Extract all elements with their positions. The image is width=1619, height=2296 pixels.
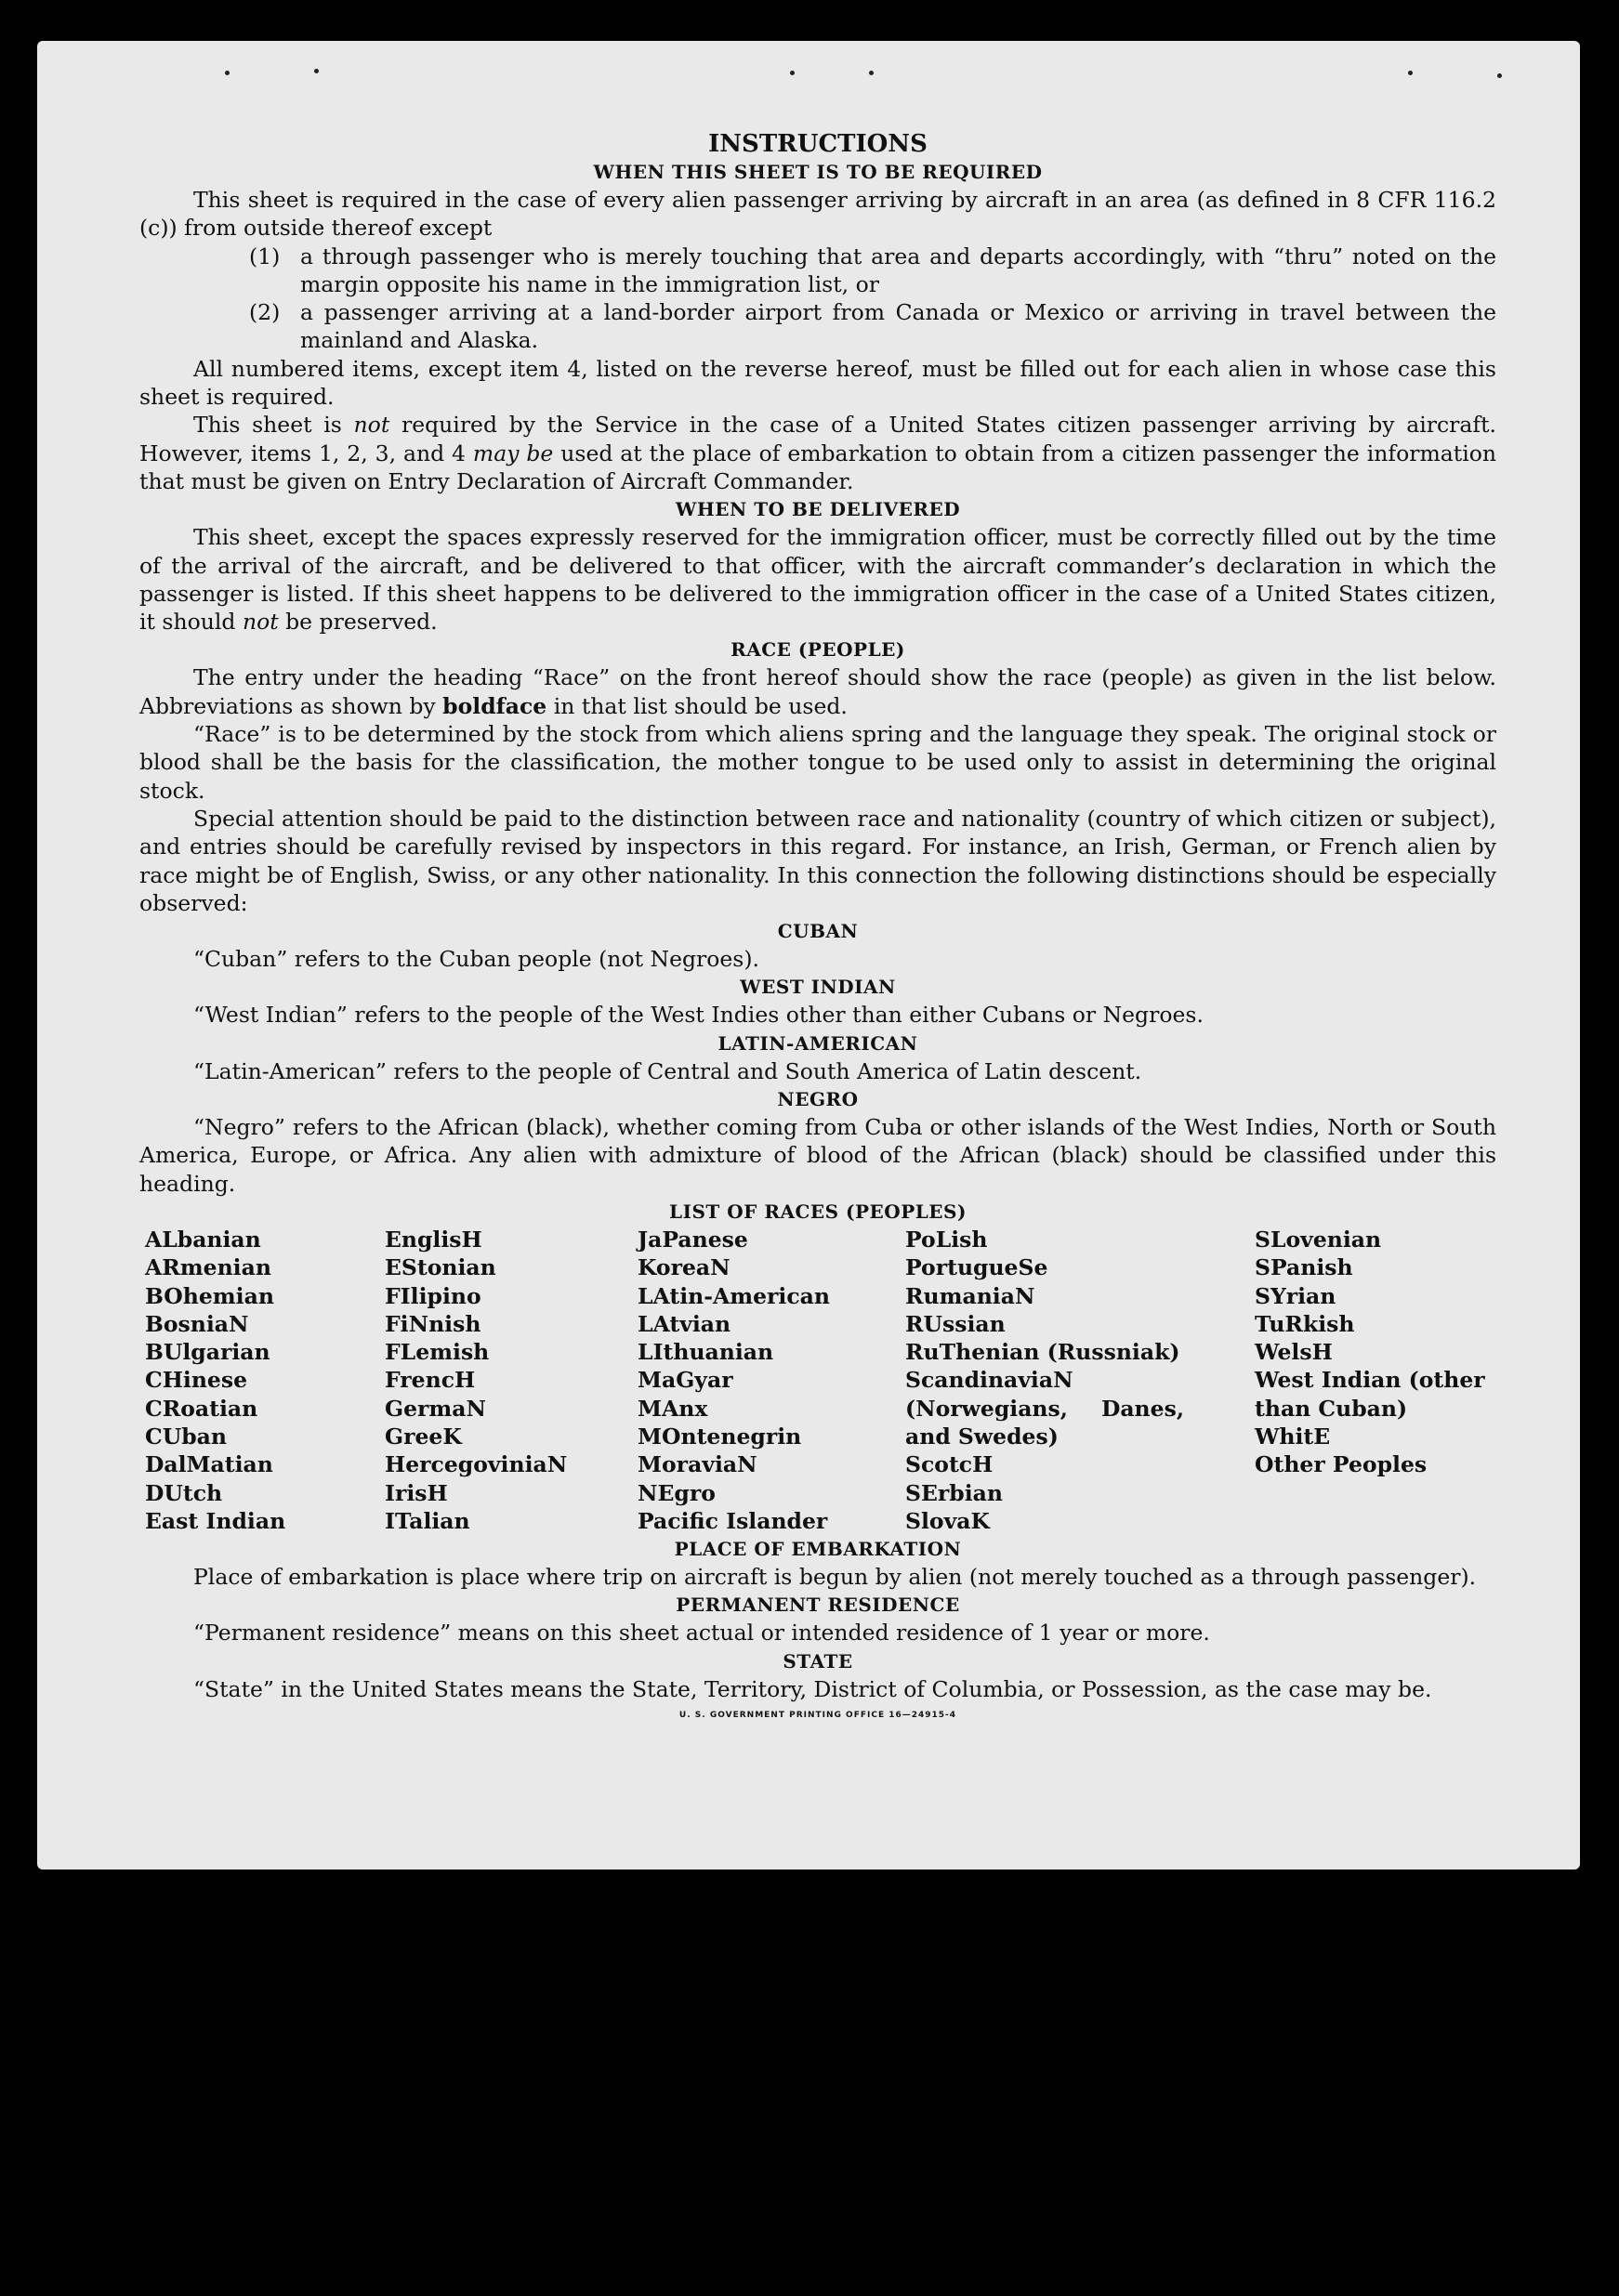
negro-paragraph: “Negro” refers to the African (black), whether coming from Cuba or other islands of the West Indies, North or South America, Europe, or Africa. Any alien with admixture of blood of the African (black) should be classified under this heading.	[139, 1114, 1496, 1197]
item-number: (2)	[249, 299, 281, 326]
required-paragraph-2: All numbered items, except item 4, listed on the reverse hereof, must be filled out for each alien in whose case this sheet is required.	[139, 355, 1496, 411]
section-heading-west-indian: WEST INDIAN	[740, 976, 896, 999]
document-sheet	[37, 41, 1580, 1870]
list-item: SYrian	[1255, 1282, 1336, 1309]
list-item: LAtvian	[638, 1310, 731, 1337]
punch-dot	[314, 69, 319, 73]
required-paragraph-3	[139, 411, 1496, 495]
page-title: INSTRUCTIONS	[708, 130, 928, 158]
list-item: MOntenegrin	[638, 1423, 802, 1450]
list-item: West Indian (other than Cuban)	[1255, 1367, 1485, 1422]
punch-dot	[790, 71, 795, 75]
race-paragraph-1	[139, 663, 1496, 720]
section-heading-cuban: CUBAN	[777, 920, 859, 943]
list-item: RuThenian (Russniak)	[905, 1339, 1180, 1366]
punch-dot	[869, 71, 874, 75]
section-heading-race: RACE (PEOPLE)	[731, 638, 905, 662]
exception-item-2	[139, 298, 1496, 355]
latin-american-paragraph: “Latin-American” refers to the people of Central and South America of Latin descent.	[193, 1057, 1142, 1084]
list-item: LIthuanian	[638, 1339, 774, 1366]
race-list-column-2	[385, 1226, 638, 1535]
list-item: HercegoviniaN	[385, 1451, 568, 1478]
delivered-paragraph	[139, 523, 1496, 636]
text-run: in that list should be used.	[546, 692, 848, 719]
list-item: MoraviaN	[638, 1451, 757, 1478]
item-number: (1)	[249, 243, 281, 269]
list-item: FIlipino	[385, 1282, 481, 1309]
section-heading-latin-american: LATIN-AMERICAN	[717, 1031, 918, 1055]
list-item: FrencH	[385, 1367, 476, 1394]
item-text: a passenger arriving at a land-border airport from Canada or Mexico or arriving in travel between the mainland and Alaska.	[300, 299, 1496, 354]
list-item: PoLish	[905, 1226, 988, 1253]
instructions-content	[139, 130, 1496, 1720]
list-item: ScotcH	[905, 1451, 994, 1478]
list-item: Pacific Islander	[638, 1507, 828, 1534]
list-item: TuRkish	[1255, 1310, 1355, 1337]
section-heading-state: STATE	[783, 1649, 853, 1673]
list-item: CRoatian	[145, 1395, 258, 1422]
race-paragraph-3: Special attention should be paid to the distinction between race and nationality (country of which citizen or subject), and entries should be carefully revised by inspectors in this regard. For instance, an Irish, German, or French alien by race might be of English, Swiss, or any other nationality. In this connection the following distinctions should be especially observed:	[139, 805, 1496, 916]
text-run: The entry under the heading “Race” on the front hereof should show the race (people) as given in the list below. Abbreviations as shown by	[139, 664, 1496, 719]
list-item: DalMatian	[145, 1451, 273, 1478]
text-run: be preserved.	[278, 609, 438, 636]
embarkation-paragraph: Place of embarkation is place where trip on aircraft is begun by alien (not merely touched as a through passenger).	[193, 1564, 1477, 1591]
race-list-column-1	[145, 1226, 385, 1535]
race-list-column-4	[905, 1226, 1255, 1535]
residence-paragraph: “Permanent residence” means on this sheet actual or intended residence of 1 year or more.	[193, 1620, 1210, 1647]
list-item: KoreaN	[638, 1254, 731, 1281]
list-item: EStonian	[385, 1254, 496, 1281]
list-item: PortugueSe	[905, 1254, 1048, 1281]
list-item: ScandinaviaN (Norwegians, Danes, and Swedes)	[905, 1367, 1184, 1450]
race-list	[145, 1226, 1496, 1535]
text-run: This sheet is	[193, 412, 354, 439]
text-run: This sheet, except the spaces expressly reserved for the immigration officer, must be correctly filled out by the time of the arrival of the aircraft, and be delivered to that officer, with the aircraft commander’s declaration in which the passenger is listed. If this sheet happens to be delivered to the immigration officer in the case of a United States citizen, it should	[139, 524, 1496, 636]
section-heading-delivered: WHEN TO BE DELIVERED	[675, 498, 961, 521]
list-item: ARmenian	[145, 1254, 271, 1281]
printing-office-imprint: U. S. GOVERNMENT PRINTING OFFICE 16—24915-4	[678, 1711, 957, 1721]
list-item: JaPanese	[638, 1226, 748, 1253]
list-item: BosniaN	[145, 1310, 249, 1337]
emphasis-text: may be	[472, 440, 554, 466]
race-paragraph-2: “Race” is to be determined by the stock from which aliens spring and the language they speak. The original stock or blood shall be the basis for the classification, the mother tongue to be used only to assist in determining the original stock.	[139, 721, 1496, 804]
list-item: RUssian	[905, 1310, 1006, 1337]
section-heading-list-of-races: LIST OF RACES (PEOPLES)	[669, 1200, 967, 1223]
list-item: FLemish	[385, 1339, 490, 1366]
item-text: a through passenger who is merely touching that area and departs accordingly, with “thru” noted on the margin opposite his name in the immigration list, or	[300, 243, 1496, 297]
section-heading-required: WHEN THIS SHEET IS TO BE REQUIRED	[593, 161, 1043, 183]
list-item: WelsH	[1255, 1339, 1333, 1366]
list-item: FiNnish	[385, 1310, 481, 1337]
list-item: SPanish	[1255, 1254, 1353, 1281]
section-heading-negro: NEGRO	[777, 1088, 859, 1111]
list-item: CUban	[145, 1423, 227, 1450]
exception-item-1	[139, 243, 1496, 299]
list-item: RumaniaN	[905, 1282, 1035, 1309]
list-item: CHinese	[145, 1367, 248, 1394]
state-paragraph: “State” in the United States means the State, Territory, District of Columbia, or Possession, as the case may be.	[193, 1675, 1432, 1702]
list-item: IrisH	[385, 1479, 448, 1506]
text-run: required by the Service in the case of a United States citizen passenger arriving by aircraft. However, items 1, 2, 3, and 4	[139, 412, 1496, 466]
list-item: ITalian	[385, 1507, 470, 1534]
text-run: used at the place of embarkation to obtain from a citizen passenger the information that must be given on Entry Declaration of Aircraft Commander.	[139, 440, 1496, 494]
list-item: BUlgarian	[145, 1339, 270, 1366]
emphasis-text: not	[242, 609, 279, 636]
punch-dot	[1408, 71, 1413, 75]
list-item: MAnx	[638, 1395, 708, 1422]
emphasis-text: not	[353, 412, 390, 439]
list-item: EnglisH	[385, 1226, 482, 1253]
list-item: East Indian	[145, 1507, 286, 1534]
section-heading-embarkation: PLACE OF EMBARKATION	[674, 1538, 962, 1561]
list-item: ALbanian	[145, 1226, 261, 1253]
list-item: WhitE	[1255, 1423, 1331, 1450]
section-heading-residence: PERMANENT RESIDENCE	[676, 1594, 960, 1617]
list-item: NEgro	[638, 1479, 716, 1506]
punch-dot	[1497, 73, 1502, 78]
list-item: DUtch	[145, 1479, 223, 1506]
punch-dot	[225, 71, 230, 75]
list-item: GreeK	[385, 1423, 462, 1450]
west-indian-paragraph: “West Indian” refers to the people of the West Indies other than either Cubans or Negroes.	[193, 1002, 1204, 1029]
list-item: BOhemian	[145, 1282, 274, 1309]
list-item: LAtin-American	[638, 1282, 830, 1309]
list-item: SErbian	[905, 1479, 1003, 1506]
list-item: SlovaK	[905, 1507, 990, 1534]
race-list-column-3	[638, 1226, 905, 1535]
list-item: GermaN	[385, 1395, 486, 1422]
cuban-paragraph: “Cuban” refers to the Cuban people (not Negroes).	[193, 946, 760, 973]
race-list-column-5	[1255, 1226, 1498, 1535]
list-item: Other Peoples	[1255, 1451, 1428, 1478]
bold-text: boldface	[442, 692, 547, 719]
required-paragraph-1: This sheet is required in the case of every alien passenger arriving by aircraft in an area (as defined in 8 CFR 116.2 (c)) from outside thereof except	[139, 187, 1496, 242]
list-item: SLovenian	[1255, 1226, 1382, 1253]
list-item: MaGyar	[638, 1367, 733, 1394]
